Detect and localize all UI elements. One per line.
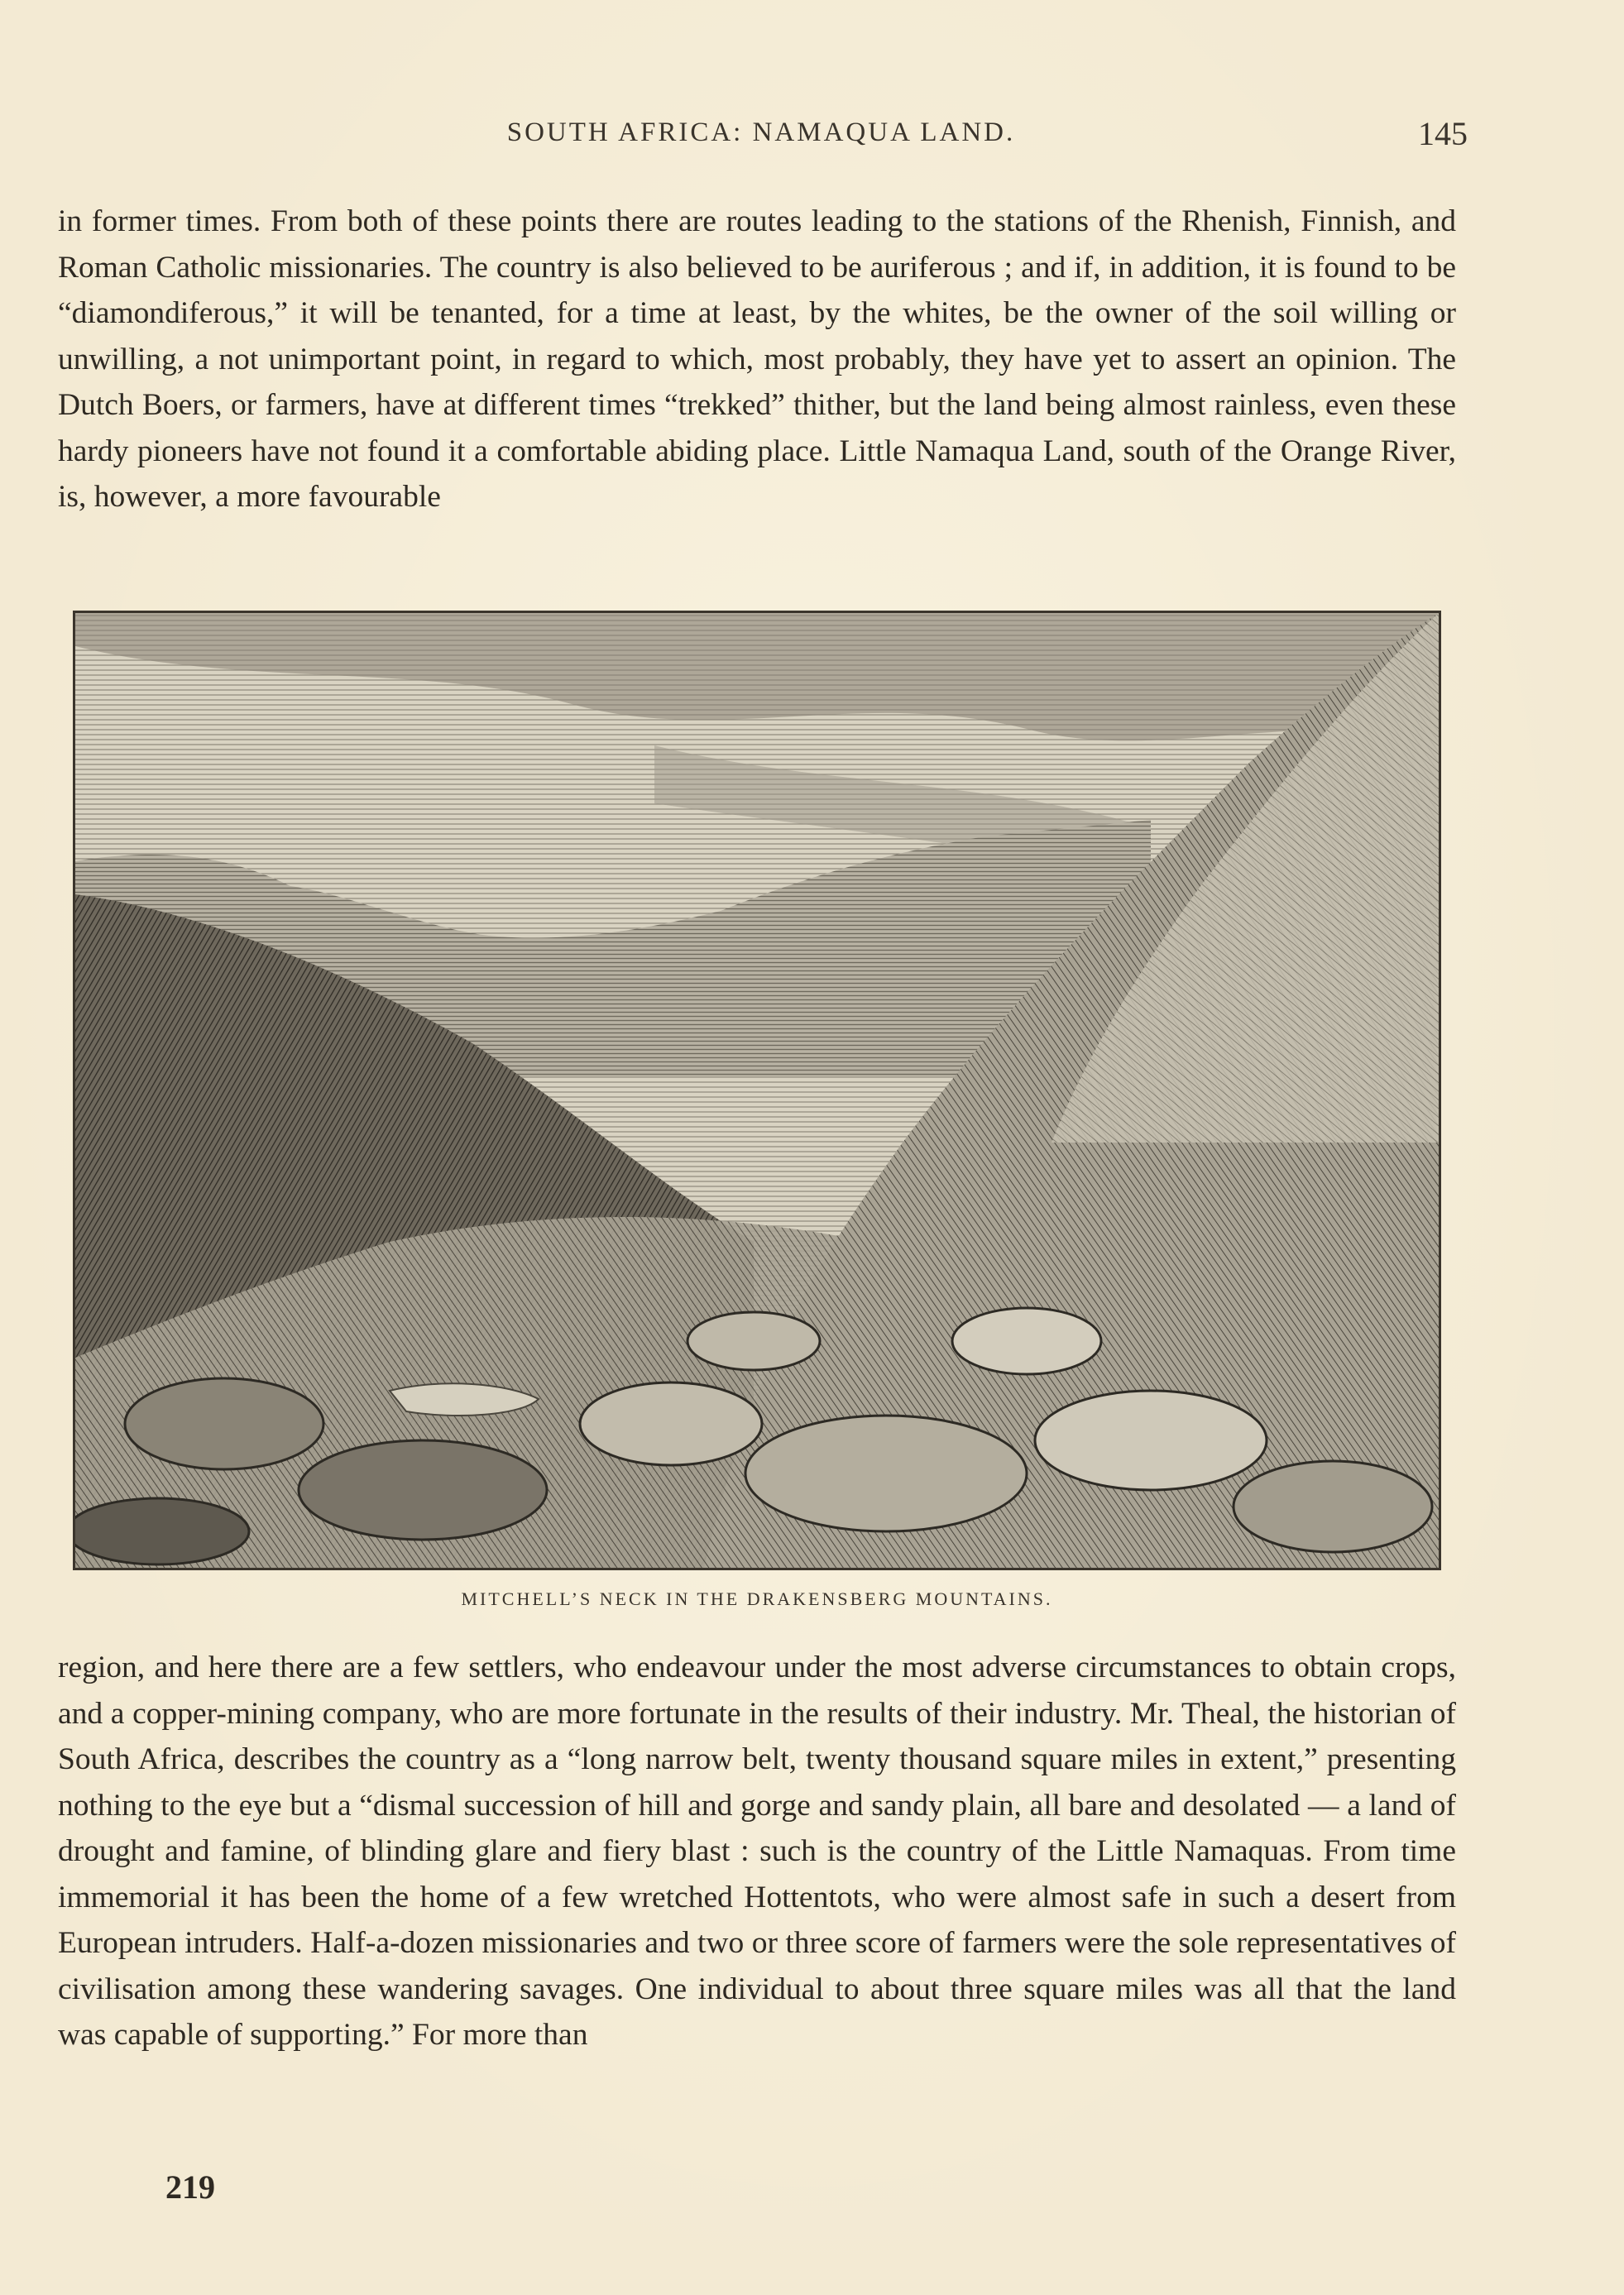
running-head xyxy=(58,115,1468,159)
paragraph-bottom: region, and here there are a few settlers, who endeavour under the most adverse circumstances to obtain crops, and a copper-mining company, who are more fortunate in the results of their industry. Mr. Theal, the historian of South Africa, describes the country as a “long narrow belt, twenty thousand square miles in extent,” presenting nothing to the eye but a “dismal succession of hill and gorge and sandy plain, all bare and desolated — a land of drought and famine, of blinding glare and fiery blast : such is the country of the Little Namaquas. From time immemorial it has been the home of a few wretched Hottentots, who were almost safe in such a desert from European intruders. Half-a-dozen missionaries and two or three score of farmers were the sole representatives of civilisation among these wandering savages. One individual to about three square miles was all that the land was capable of supporting.” For more than xyxy=(58,1651,1456,2052)
paragraph-top: in former times. From both of these points there are routes leading to the stations of the Rhenish, Finnish, and Roman Catholic missionaries. The country is also believed to be auriferous ; and if, in addition, it is found to be “diamondiferous,” it will be tenanted, for a time at least, by the whites, be the owner of the soil willing or unwilling, a not unimportant point, in regard to which, most probably, they have yet to assert an opinion. The Dutch Boers, or farmers, have at different times “trekked” thither, but the land being almost rainless, even these hardy pioneers have not found it a comfortable abiding place. Little Namaqua Land, south of the Orange River, is, however, a more favourable xyxy=(58,204,1456,514)
signature-mark: 219 xyxy=(165,2168,215,2206)
mountain-landscape-engraving xyxy=(75,613,1439,1568)
running-title: SOUTH AFRICA: NAMAQUA LAND. xyxy=(506,117,1016,147)
page-number: 145 xyxy=(1418,115,1468,152)
figure-caption: MITCHELL’S NECK IN THE DRAKENSBERG MOUNTAINS. xyxy=(461,1588,1053,1609)
engraving-illustration xyxy=(73,611,1441,1570)
